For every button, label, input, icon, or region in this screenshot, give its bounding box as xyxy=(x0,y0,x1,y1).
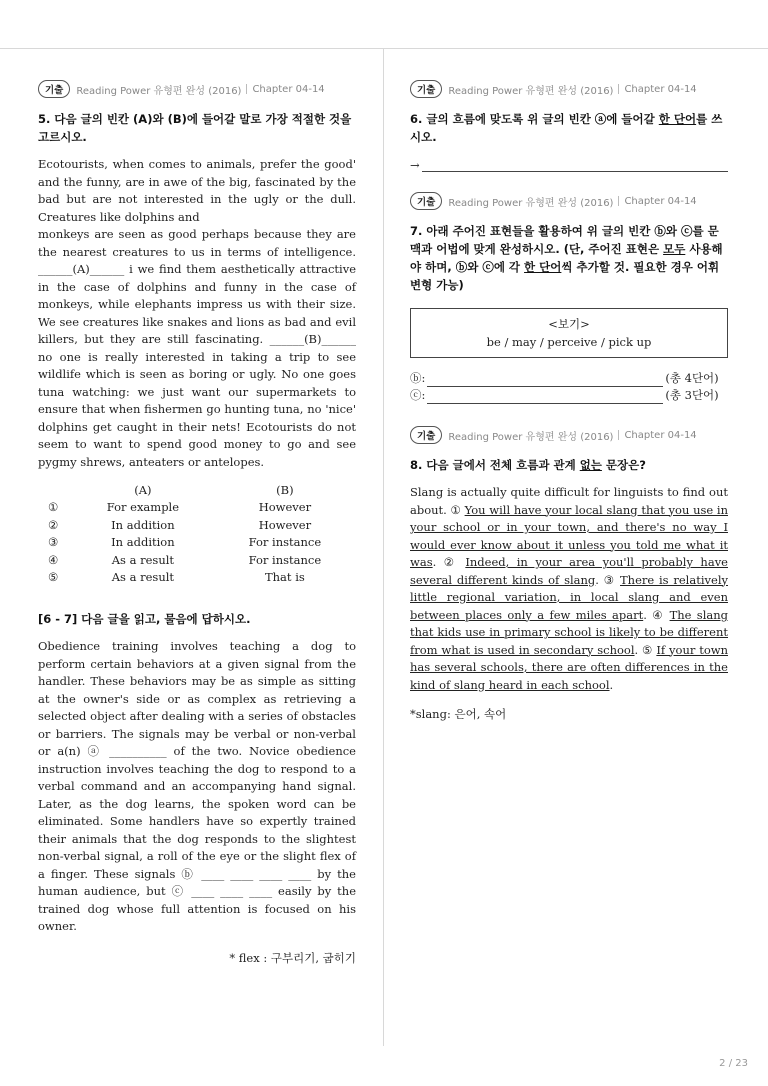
left-column xyxy=(38,80,356,966)
column-divider xyxy=(383,48,384,1046)
passage-paragraph: Ecotourists, when comes to animals, prefer the good' and the funny, are in awe of the big, fascinated by the bad but are not interested in the ugly or the dull. Creatures like dolphins and xyxy=(38,157,356,224)
option-a: In addition xyxy=(111,517,175,532)
option-row[interactable] xyxy=(38,516,356,534)
exam-badge: 기출 xyxy=(410,80,442,98)
right-column xyxy=(410,80,728,722)
source-book: Reading Power 유형편 완성 (2016) xyxy=(76,85,242,97)
option-number: ⑤ xyxy=(48,570,59,585)
passage-paragraph: Slang is actually quite difficult for linguists to find out about. ① You will have your local slang that you use in your school or in your town, and there's no way I would ever know about it unless you told me what it was. ② Indeed, in your area you'll probably have several different kinds of slang. ③ There is relatively little regional variation, in local slang and even between places only a few miles apart. ④ The slang that kids use in primary school is likely to be different from what is used in secondary school. ⑤ If your town has several schools, there are often differences in the kind of slang heard in each school. xyxy=(410,485,728,692)
option-b: However xyxy=(258,517,312,532)
tag-separator xyxy=(246,84,247,94)
option-b: However xyxy=(258,500,312,515)
sentence-3: There is relatively little regional variation, in local slang and even between places only a few miles apart xyxy=(410,572,728,622)
exam-badge: 기출 xyxy=(410,192,442,210)
example-box-words: be / may / perceive / pick up xyxy=(486,335,652,349)
tag-separator xyxy=(618,196,619,206)
option-b: That is xyxy=(264,570,305,585)
sentence-2: Indeed, in your area you'll probably have several different kinds of slang xyxy=(410,555,728,587)
slang-footnote: *slang: 은어, 속어 xyxy=(410,707,507,721)
question-6-7-passage xyxy=(38,638,356,936)
column-b-header: (B) xyxy=(276,482,294,497)
option-a: For example xyxy=(106,500,180,515)
emphasis-underline: 없는 xyxy=(579,458,602,472)
question-6-7-title: [6 - 7] 다음 글을 읽고, 물음에 답하시오. xyxy=(38,612,251,626)
example-box-label: <보기> xyxy=(548,317,590,331)
exam-badge: 기출 xyxy=(38,80,70,98)
answer-options-table xyxy=(38,481,356,586)
question-6-title: 6. 글의 흐름에 맞도록 위 글의 빈칸 ⓐ에 들어갈 한 단어를 쓰시오. xyxy=(410,112,723,144)
option-a: As a result xyxy=(111,552,175,567)
option-number: ④ xyxy=(48,552,59,567)
answer-blank[interactable] xyxy=(427,391,663,404)
passage-paragraph: Obedience training involves teaching a dog to perform certain behaviors at a given signal from the handler. These behaviors may be as simple as sitting at the owner's side or as complex as retrieving a selected object after dealing with a series of obstacles or barriers. The signals may be verbal or non-verbal or a(n) ⓐ __________ of the two. Novice obedience instruction involves teaching the dog to respond to a verbal command and an accompanying hand signal. Later, as the dog learns, the spoken word can be eliminated. Some handlers have so expertly trained their animals that the dog responds to the slightest non-verbal signal, a roll of the eye or the slight flex of a finger. These signals ⓑ ____ ____ ____ ____ by the human audience, but ⓒ ____ ____ ____ easily by the trained dog whose full attention is focused on his owner. xyxy=(38,639,356,933)
question-6-answer[interactable] xyxy=(410,158,728,172)
blank-b-count: (총 4단어) xyxy=(665,371,719,385)
blank-c-row[interactable] xyxy=(410,387,728,404)
blank-c-label: ⓒ: xyxy=(410,388,426,402)
sentence-4: The slang that kids use in primary school is likely to be different from what is used in secondary school xyxy=(410,607,728,657)
emphasis-underline: 한 단어 xyxy=(658,112,697,126)
source-tag xyxy=(38,80,356,98)
option-row[interactable] xyxy=(38,569,356,587)
option-row[interactable] xyxy=(38,499,356,517)
tag-separator xyxy=(618,84,619,94)
options-header xyxy=(38,481,356,499)
flex-footnote: * flex : 구부리기, 굽히기 xyxy=(229,950,356,965)
option-a: In addition xyxy=(111,535,175,550)
page-number: 2 / 23 xyxy=(719,1058,748,1069)
column-a-header: (A) xyxy=(134,482,152,497)
question-7-title: 7. 아래 주어진 표현들을 활용하여 위 글의 빈칸 ⓑ와 ⓒ를 문맥과 어법에 맞게 완성하시오. (단, 주어진 표현은 모두 사용해야 하며, ⓑ와 ⓒ에 각 한 단어씩 추가할 것. 필요한 경우 어휘 변형 가능) xyxy=(410,224,723,292)
question-5-passage xyxy=(38,156,356,471)
answer-blank[interactable] xyxy=(422,159,728,172)
question-8-passage xyxy=(410,484,728,694)
passage-paragraph: monkeys are seen as good perhaps because they are the nearest creatures to us in terms of intelligence. ______(A)______ i we find them aesthetically attractive in the case of dolphins and funny in the case of monkeys, while elephants impress us with their size. We see creatures like snakes and lions as bad and evil killers, but they are still fascinating. ______(B)______ no one is really interested in taking a trip to see wildlife which is seen as boring or ugly. No one goes tuna watching: we just want our supermarkets to ensure that when fishermen go hunting tuna, no 'nice' dolphins get caught in their nets! Ecotourists do not seem to want to spend good money to go and see pygmy shrews, anteaters or antelopes. xyxy=(38,227,356,469)
blank-b-row[interactable] xyxy=(410,370,728,387)
option-row[interactable] xyxy=(38,534,356,552)
sentence-1: You will have your local slang that you use in your school or in your town, and there's no way I would ever know about it unless you told me what it was xyxy=(410,502,728,569)
source-chapter: Chapter 04-14 xyxy=(624,195,697,207)
answer-blank[interactable] xyxy=(427,374,663,387)
blank-c-count: (총 3단어) xyxy=(665,388,719,402)
source-chapter: Chapter 04-14 xyxy=(624,429,697,441)
source-book: Reading Power 유형편 완성 (2016) xyxy=(448,85,614,97)
sentence-5: If your town has several schools, there are often differences in the kind of slang heard in each school xyxy=(410,642,728,692)
exam-badge: 기출 xyxy=(410,426,442,444)
emphasis-underline: 한 단어 xyxy=(524,260,562,274)
example-box xyxy=(410,308,728,358)
source-tag xyxy=(410,80,728,98)
option-b: For instance xyxy=(248,535,322,550)
blank-b-label: ⓑ: xyxy=(410,371,426,385)
header-rule xyxy=(0,48,768,49)
arrow-icon: → xyxy=(410,158,420,172)
option-number: ① xyxy=(48,500,59,515)
emphasis-underline: 모두 xyxy=(663,242,686,256)
option-number: ③ xyxy=(48,535,59,550)
option-number: ② xyxy=(48,517,59,532)
option-b: For instance xyxy=(248,552,322,567)
source-tag xyxy=(410,192,728,210)
tag-separator xyxy=(618,430,619,440)
source-chapter: Chapter 04-14 xyxy=(624,83,697,95)
source-book: Reading Power 유형편 완성 (2016) xyxy=(448,431,614,443)
option-row[interactable] xyxy=(38,551,356,569)
source-book: Reading Power 유형편 완성 (2016) xyxy=(448,197,614,209)
question-8-title: 8. 다음 글에서 전체 흐름과 관계 없는 문장은? xyxy=(410,458,646,472)
source-tag xyxy=(410,426,728,444)
question-5-title: 5. 다음 글의 빈칸 (A)와 (B)에 들어갈 말로 가장 적절한 것을 고르시오. xyxy=(38,112,352,144)
source-chapter: Chapter 04-14 xyxy=(252,83,325,95)
option-a: As a result xyxy=(111,570,175,585)
